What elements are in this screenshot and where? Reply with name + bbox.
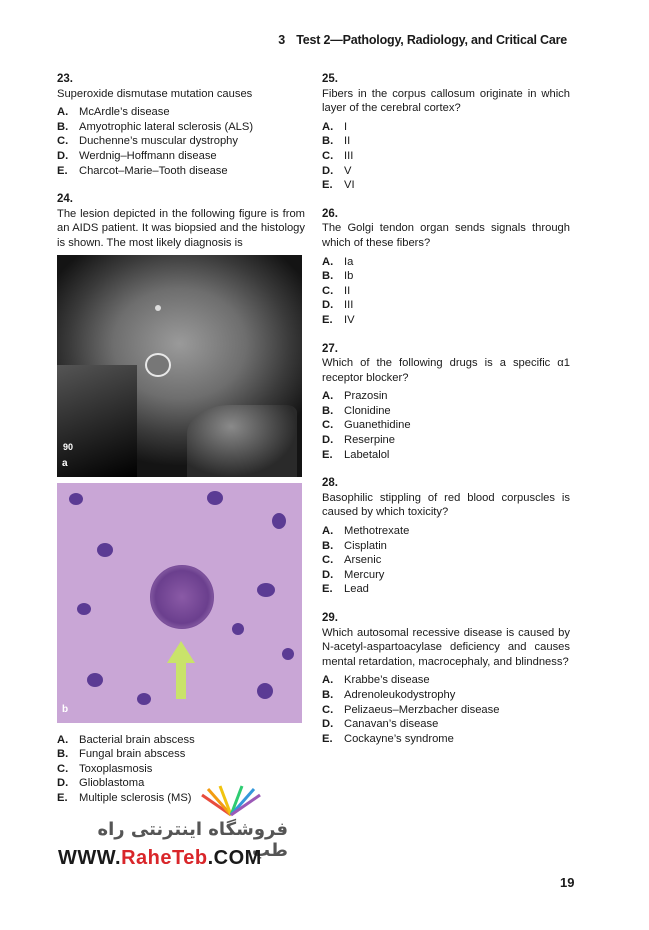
option-letter: B. <box>322 688 334 701</box>
option-text: Reserpine <box>344 434 395 447</box>
nucleus <box>257 683 273 699</box>
option-letter: E. <box>57 791 68 804</box>
nucleus <box>232 623 244 635</box>
mri-image <box>57 255 302 477</box>
option-text: II <box>344 135 351 148</box>
option-c <box>57 762 305 777</box>
question-28 <box>322 476 570 597</box>
question-number: 25. <box>322 73 338 85</box>
mri-facial-region <box>57 365 137 477</box>
option-letter: C. <box>322 149 334 162</box>
option-e <box>322 448 570 463</box>
option-text: II <box>344 284 351 297</box>
option-letter: D. <box>322 718 334 731</box>
question-25 <box>322 72 570 193</box>
option-text: Clonidine <box>344 404 391 417</box>
option-a <box>322 120 570 135</box>
option-letter: D. <box>322 434 334 447</box>
nucleus <box>77 603 91 615</box>
url-prefix: WWW. <box>58 847 122 869</box>
option-list <box>322 524 570 597</box>
option-letter: D. <box>57 777 69 790</box>
nucleus <box>97 543 113 557</box>
option-letter: B. <box>322 404 334 417</box>
option-letter: D. <box>322 568 334 581</box>
question-number: 29. <box>322 612 338 624</box>
option-letter: B. <box>322 539 334 552</box>
option-letter: B. <box>322 135 334 148</box>
option-letter: C. <box>322 284 334 297</box>
watermark-persian-text: فروشگاه اینترنتی راه طب <box>97 819 288 861</box>
option-list <box>322 255 570 328</box>
option-letter: E. <box>322 313 333 326</box>
option-text: Labetalol <box>344 448 390 461</box>
question-stem: Which autosomal recessive disease is caused by N-acetyl-aspartoacylase deficiency and causes mental retardation, macrocephaly, and blindness? <box>322 626 570 668</box>
nucleus <box>69 493 83 505</box>
question-number: 26. <box>322 207 338 220</box>
option-d <box>322 298 570 313</box>
question-26 <box>322 207 570 328</box>
option-letter: C. <box>57 762 69 775</box>
option-text: Charcot–Marie–Tooth disease <box>79 164 228 177</box>
option-e <box>322 313 570 328</box>
option-letter: A. <box>322 525 334 538</box>
option-text: VI <box>344 179 355 192</box>
right-column <box>322 72 570 760</box>
option-a <box>322 673 570 688</box>
option-text: V <box>344 164 352 177</box>
question-stem: Fibers in the corpus callosum originate in which layer of the cerebral cortex? <box>322 87 570 115</box>
question-stem: The Golgi tendon organ sends signals through which of these fibers? <box>322 222 570 249</box>
option-letter: C. <box>322 703 334 716</box>
option-text: Guanethidine <box>344 419 411 432</box>
option-c <box>322 553 570 568</box>
question-stem: Which of the following drugs is a specific α1 receptor blocker? <box>322 357 570 384</box>
question-23 <box>57 72 305 178</box>
mri-cerebellum <box>187 405 297 477</box>
option-c <box>57 134 305 149</box>
option-text: Pelizaeus–Merzbacher disease <box>344 703 500 716</box>
option-letter: B. <box>322 270 334 283</box>
option-letter: E. <box>322 732 333 745</box>
option-text: IV <box>344 313 355 326</box>
watermark-url <box>58 847 262 870</box>
question-29 <box>322 611 570 746</box>
histology-image <box>57 483 302 723</box>
nucleus <box>257 583 275 597</box>
option-letter: B. <box>57 120 69 133</box>
option-letter: A. <box>322 674 334 687</box>
option-letter: B. <box>57 748 69 761</box>
question-number: 27. <box>322 342 338 355</box>
option-letter: C. <box>57 135 69 148</box>
option-c <box>322 418 570 433</box>
left-column <box>57 72 305 820</box>
option-b <box>57 120 305 135</box>
option-d <box>322 164 570 179</box>
option-e <box>57 164 305 179</box>
question-number: 24. <box>57 193 73 206</box>
chapter-number: 3 <box>278 33 285 47</box>
url-suffix: .COM <box>207 847 262 869</box>
option-list <box>322 673 570 746</box>
pointer-arrow-shaft <box>176 661 186 699</box>
option-letter: C. <box>322 419 334 432</box>
option-e <box>322 582 570 597</box>
ring-enhancing-lesion <box>145 353 171 377</box>
option-letter: A. <box>322 390 334 403</box>
option-letter: E. <box>322 583 333 596</box>
option-e <box>322 732 570 747</box>
question-24 <box>57 192 305 805</box>
option-text: Mercury <box>344 568 385 581</box>
watermark <box>58 785 298 880</box>
question-stem: Superoxide dismutase mutation causes <box>57 87 253 100</box>
option-text: Krabbe’s disease <box>344 674 430 687</box>
option-list <box>322 389 570 462</box>
option-b <box>322 134 570 149</box>
option-b <box>322 688 570 703</box>
small-lesion <box>155 305 161 311</box>
option-text: Ia <box>344 255 354 268</box>
option-text: Werdnig–Hoffmann disease <box>79 149 217 162</box>
option-text: Toxoplasmosis <box>79 762 153 775</box>
option-list <box>322 120 570 193</box>
question-number: 23. <box>57 73 73 85</box>
option-letter: D. <box>322 299 334 312</box>
option-text: Cockayne’s syndrome <box>344 732 454 745</box>
panel-label-b: b <box>62 703 69 715</box>
nucleus <box>272 513 286 529</box>
running-header <box>278 33 567 47</box>
panel-label-a: a <box>62 457 68 469</box>
option-text: Duchenne’s muscular dystrophy <box>79 135 238 148</box>
option-d <box>57 149 305 164</box>
tachyzoite-cyst <box>150 565 214 629</box>
option-b <box>322 404 570 419</box>
option-a <box>57 733 305 748</box>
option-text: Bacterial brain abscess <box>79 733 195 746</box>
option-letter: E. <box>57 164 68 177</box>
nucleus <box>282 648 294 660</box>
option-letter: A. <box>322 255 334 268</box>
option-b <box>322 539 570 554</box>
page-number: 19 <box>560 875 575 890</box>
option-a <box>57 105 305 120</box>
option-c <box>322 149 570 164</box>
question-figure <box>57 255 302 723</box>
option-c <box>322 284 570 299</box>
option-a <box>322 389 570 404</box>
option-text: Fungal brain abscess <box>79 748 186 761</box>
nucleus <box>137 693 151 705</box>
option-a <box>322 524 570 539</box>
url-brand: RaheTeb <box>121 847 208 869</box>
question-stem: The lesion depicted in the following figure is from an AIDS patient. It was biopsied and the histology is shown. The most likely diagnosis is <box>57 207 305 249</box>
option-text: Amyotrophic lateral sclerosis (ALS) <box>79 120 254 133</box>
option-c <box>322 703 570 718</box>
option-letter: E. <box>322 179 333 192</box>
question-number: 28. <box>322 477 338 490</box>
option-letter: D. <box>57 149 69 162</box>
option-b <box>322 269 570 284</box>
chapter-title: Test 2—Pathology, Radiology, and Critical Care <box>296 33 567 47</box>
figure-number: 90 <box>63 441 74 452</box>
nucleus <box>87 673 103 687</box>
nucleus <box>207 491 223 505</box>
option-text: Ib <box>344 270 354 283</box>
option-text: Methotrexate <box>344 525 410 538</box>
option-letter: D. <box>322 164 334 177</box>
option-text: Arsenic <box>344 554 382 567</box>
option-d <box>322 433 570 448</box>
option-d <box>322 568 570 583</box>
option-text: Prazosin <box>344 390 388 403</box>
option-letter: A. <box>57 733 69 746</box>
option-text: III <box>344 299 354 312</box>
option-text: Multiple sclerosis (MS) <box>79 791 192 804</box>
option-text: III <box>344 149 354 162</box>
book-logo-icon <box>196 785 266 817</box>
option-b <box>57 747 305 762</box>
option-d <box>322 717 570 732</box>
option-text: Cisplatin <box>344 539 387 552</box>
option-letter: C. <box>322 554 334 567</box>
pointer-arrow-head <box>167 641 195 663</box>
option-text: I <box>344 120 348 133</box>
option-text: Canavan’s disease <box>344 718 439 731</box>
question-27 <box>322 342 570 463</box>
option-e <box>322 178 570 193</box>
option-text: Adrenoleukodystrophy <box>344 688 456 701</box>
option-list <box>57 105 305 178</box>
question-stem: Basophilic stippling of red blood corpuscles is caused by which toxicity? <box>322 491 570 519</box>
option-a <box>322 255 570 270</box>
option-text: Glioblastoma <box>79 777 145 790</box>
option-text: Lead <box>344 583 369 596</box>
option-letter: A. <box>57 106 69 119</box>
option-letter: E. <box>322 448 333 461</box>
option-text: McArdle’s disease <box>79 106 170 119</box>
option-letter: A. <box>322 120 334 133</box>
